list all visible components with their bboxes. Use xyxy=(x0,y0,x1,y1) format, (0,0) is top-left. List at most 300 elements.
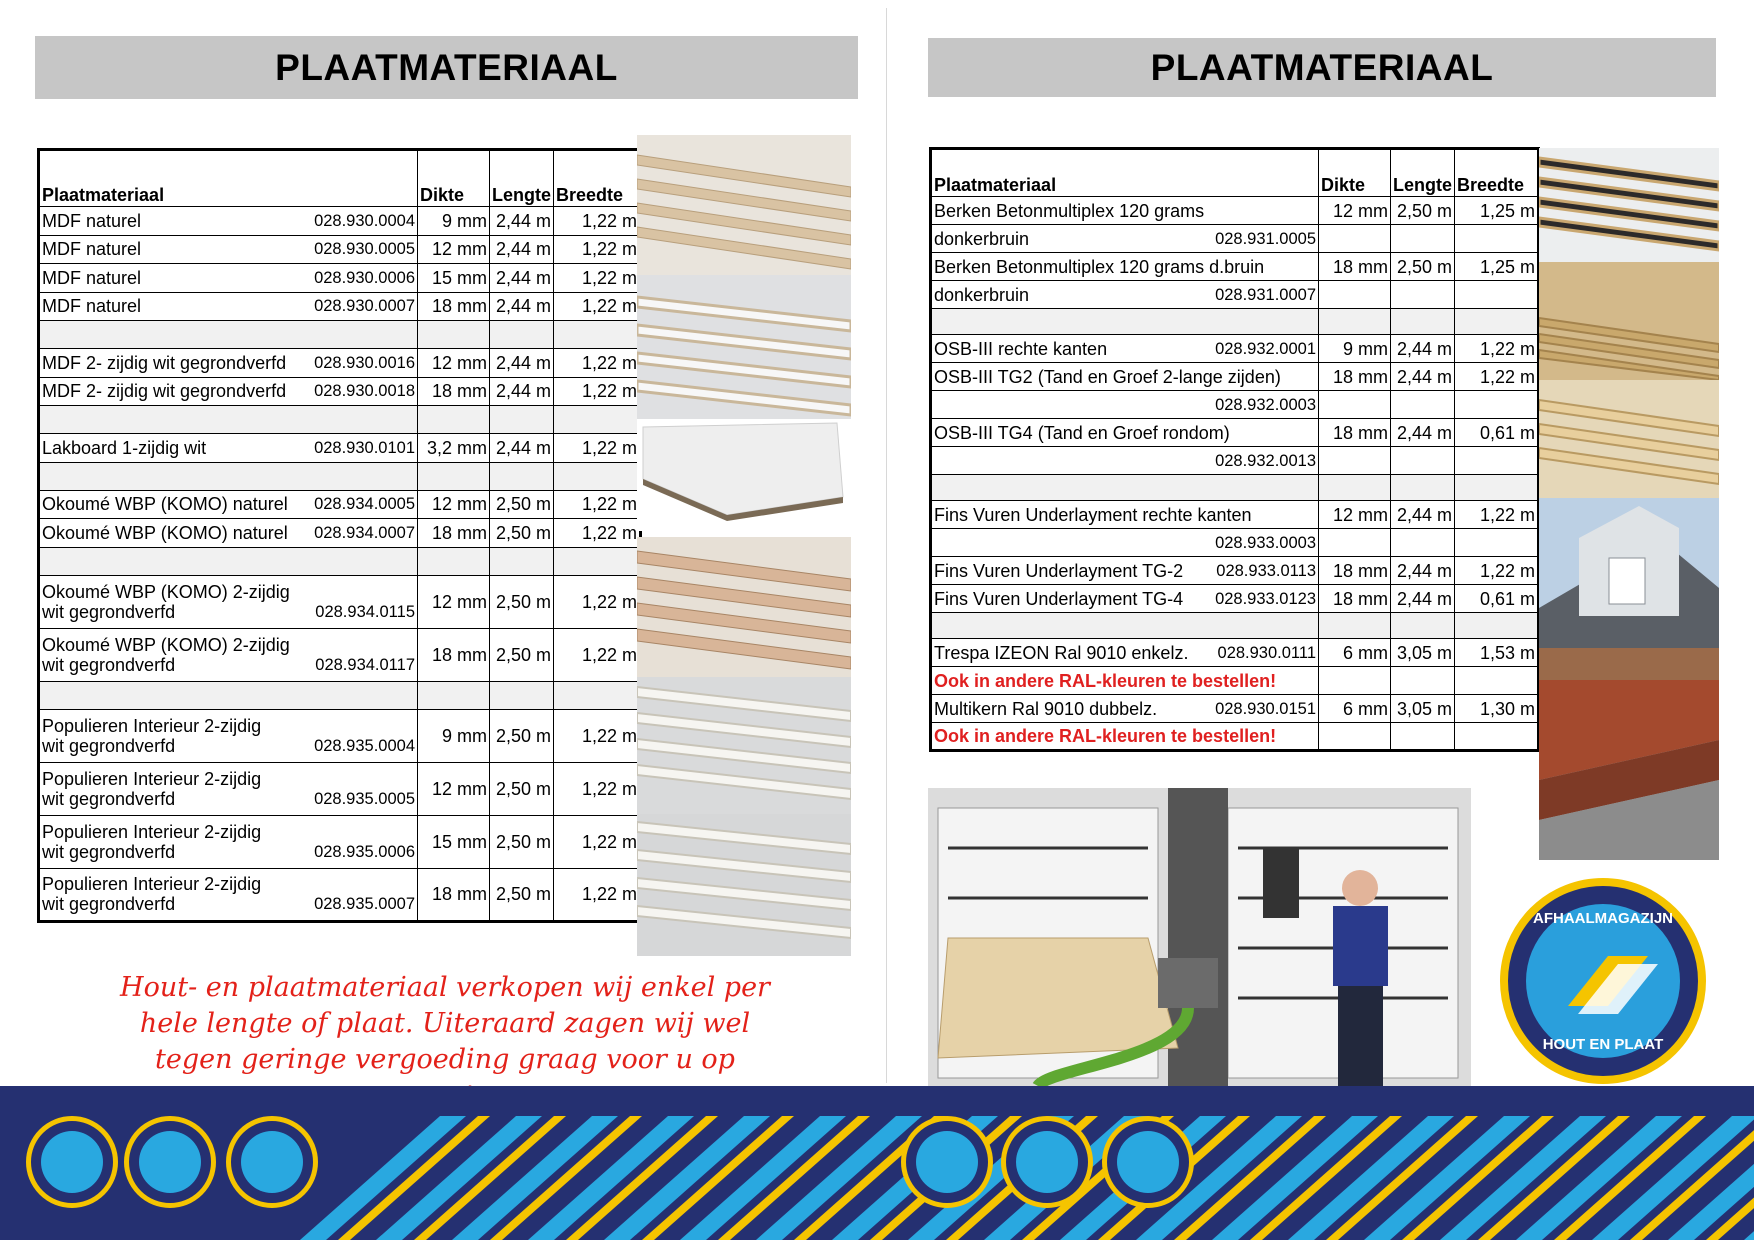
article-code: 028.935.0006 xyxy=(314,842,415,861)
right-page-title: PLAATMATERIAAL xyxy=(1150,46,1494,88)
dikte-cell: 18 mm xyxy=(418,377,490,406)
spacer-row xyxy=(931,613,1539,639)
product-name: donkerbruin xyxy=(934,284,1030,305)
badge-afhaalmagazijn-right xyxy=(1102,1116,1194,1208)
badge-thuis-in-de-regio xyxy=(26,1116,118,1208)
breedte-cell: 1,22 m xyxy=(1455,501,1539,529)
dikte-cell xyxy=(1319,529,1391,557)
empty-cell xyxy=(554,321,641,349)
article-code: 028.934.0005 xyxy=(314,495,415,514)
header-breedte: Breedte xyxy=(554,150,641,207)
product-line-2 xyxy=(42,894,415,914)
article-code: 028.932.0003 xyxy=(1215,395,1316,414)
right-material-table xyxy=(929,147,1540,752)
dikte-cell: 18 mm xyxy=(418,628,490,681)
product-text xyxy=(934,285,1316,305)
table-row xyxy=(931,363,1539,391)
trespa-house-image xyxy=(1539,498,1719,680)
table-row xyxy=(39,349,641,378)
table-row xyxy=(39,815,641,868)
dikte-cell: 18 mm xyxy=(1319,585,1391,613)
product-cell xyxy=(931,585,1319,613)
empty-cell xyxy=(490,321,554,349)
breedte-cell: 1,22 m xyxy=(1455,335,1539,363)
lengte-cell: 2,44 m xyxy=(1391,501,1455,529)
breedte-cell: 1,22 m xyxy=(554,207,641,236)
order-note-cell: Ook in andere RAL-kleuren te bestellen! xyxy=(931,667,1319,695)
table-row xyxy=(39,709,641,762)
left-page xyxy=(0,0,884,1086)
panel-saw-illustration xyxy=(928,788,1471,1086)
empty-cell xyxy=(1319,475,1391,501)
product-name: OSB-III rechte kanten xyxy=(934,338,1108,359)
empty-cell xyxy=(418,462,490,490)
empty-cell xyxy=(418,547,490,575)
table-row xyxy=(931,667,1539,695)
dikte-cell: 18 mm xyxy=(1319,419,1391,447)
empty-cell xyxy=(554,406,641,434)
article-code: 028.931.0007 xyxy=(1215,285,1316,304)
board-stack-illustration xyxy=(637,135,851,275)
lengte-cell: 2,50 m xyxy=(490,815,554,868)
table-row xyxy=(931,639,1539,667)
product-cell xyxy=(39,434,418,463)
empty-cell xyxy=(39,406,418,434)
dikte-cell: 12 mm xyxy=(418,575,490,628)
dikte-cell: 12 mm xyxy=(418,349,490,378)
product-name-2: wit gegrondverfd xyxy=(42,894,176,914)
breedte-cell xyxy=(1455,447,1539,475)
dikte-cell: 15 mm xyxy=(418,815,490,868)
product-name-2: wit gegrondverfd xyxy=(42,841,176,862)
table-row xyxy=(931,197,1539,225)
product-text xyxy=(934,257,1316,277)
product-text xyxy=(42,353,415,373)
dikte-cell: 18 mm xyxy=(418,868,490,921)
empty-cell xyxy=(1391,309,1455,335)
populieren-image-1 xyxy=(637,677,851,814)
product-cell xyxy=(931,281,1319,309)
breedte-cell: 1,22 m xyxy=(1455,557,1539,585)
empty-cell xyxy=(490,681,554,709)
article-code: 028.930.0004 xyxy=(314,211,415,230)
breedte-cell: 1,22 m xyxy=(554,349,641,378)
empty-cell xyxy=(490,547,554,575)
table-row xyxy=(931,225,1539,253)
dikte-cell xyxy=(1319,225,1391,253)
article-code: 028.935.0004 xyxy=(314,736,415,755)
board-stack-illustration xyxy=(1539,148,1719,262)
table-header-row xyxy=(931,149,1539,197)
dikte-cell: 6 mm xyxy=(1319,639,1391,667)
multikern-image xyxy=(1539,680,1719,860)
product-name: Okoumé WBP (KOMO) naturel xyxy=(42,494,288,515)
breedte-cell: 1,22 m xyxy=(554,709,641,762)
product-cell xyxy=(39,235,418,264)
breedte-cell xyxy=(1455,281,1539,309)
empty-cell xyxy=(39,321,418,349)
product-cell xyxy=(931,363,1319,391)
table-row xyxy=(39,575,641,628)
board-stack-illustration xyxy=(637,677,851,814)
product-text xyxy=(42,296,415,316)
table-row xyxy=(931,529,1539,557)
spacer-row xyxy=(931,475,1539,501)
product-cell xyxy=(931,419,1319,447)
left-title-bar xyxy=(35,36,858,99)
product-name-2: wit gegrondverfd xyxy=(42,601,176,622)
empty-cell xyxy=(1455,667,1539,695)
badge-afhaalmagazijn xyxy=(226,1116,318,1208)
spacer-row xyxy=(39,462,641,490)
table-row xyxy=(931,391,1539,419)
header-breedte: Breedte xyxy=(1455,149,1539,197)
product-name: Populieren Interieur 2-zijdig xyxy=(42,768,262,789)
table-row xyxy=(931,501,1539,529)
dikte-cell: 6 mm xyxy=(1319,695,1391,723)
empty-cell xyxy=(1319,723,1391,751)
article-code: 028.930.0111 xyxy=(1217,643,1316,662)
article-code: 028.930.0151 xyxy=(1215,699,1316,718)
article-code: 028.930.0005 xyxy=(314,240,415,259)
empty-cell xyxy=(1455,475,1539,501)
product-cell xyxy=(39,264,418,293)
dikte-cell: 18 mm xyxy=(418,519,490,548)
product-name: Trespa IZEON Ral 9010 enkelz. xyxy=(934,642,1189,663)
product-name: Berken Betonmultiplex 120 grams d.bruin xyxy=(934,256,1265,277)
product-text xyxy=(934,423,1316,443)
product-name-2: wit gegrondverfd xyxy=(42,654,176,675)
lengte-cell xyxy=(1391,225,1455,253)
empty-cell xyxy=(490,462,554,490)
product-cell xyxy=(39,868,418,921)
product-name: Okoumé WBP (KOMO) 2-zijdig xyxy=(42,581,290,602)
product-cell xyxy=(39,628,418,681)
dikte-cell: 9 mm xyxy=(1319,335,1391,363)
product-cell xyxy=(39,762,418,815)
breedte-cell: 1,22 m xyxy=(554,628,641,681)
product-name: OSB-III TG4 (Tand en Groef rondom) xyxy=(934,422,1230,443)
product-cell xyxy=(39,207,418,236)
product-name: MDF naturel xyxy=(42,239,142,260)
lengte-cell: 2,44 m xyxy=(490,434,554,463)
article-code: 028.933.0123 xyxy=(1215,589,1316,608)
product-name: Fins Vuren Underlayment TG-4 xyxy=(934,588,1184,609)
empty-cell xyxy=(490,406,554,434)
spacer-row xyxy=(39,406,641,434)
product-cell xyxy=(931,529,1319,557)
empty-cell xyxy=(1391,613,1455,639)
dikte-cell: 3,2 mm xyxy=(418,434,490,463)
product-line-2 xyxy=(42,842,415,862)
empty-cell xyxy=(1455,309,1539,335)
product-text xyxy=(42,769,415,809)
breedte-cell xyxy=(1455,391,1539,419)
article-code: 028.935.0007 xyxy=(314,895,415,913)
product-text xyxy=(934,505,1316,525)
product-text xyxy=(934,451,1316,471)
product-cell xyxy=(931,197,1319,225)
product-line-2 xyxy=(42,789,415,809)
sawing-note: Hout- en plaatmateriaal verkopen wij enkel per hele lengte of plaat. Uiteraard zagen wij wel tegen geringe vergoeding graag voor u op xyxy=(120,972,770,1075)
empty-cell xyxy=(931,475,1319,501)
article-code: 028.930.0101 xyxy=(314,438,415,457)
product-cell xyxy=(931,557,1319,585)
table-row xyxy=(931,723,1539,751)
article-code: 028.930.0018 xyxy=(314,382,415,401)
table-row xyxy=(39,868,641,921)
badge-thuis-in-de-regio-right xyxy=(901,1116,993,1208)
breedte-cell: 1,22 m xyxy=(554,762,641,815)
betonmultiplex-image xyxy=(1539,148,1719,262)
dikte-cell: 18 mm xyxy=(1319,253,1391,281)
product-text xyxy=(42,239,415,259)
product-cell xyxy=(931,639,1319,667)
table-row xyxy=(931,419,1539,447)
board-stack-illustration xyxy=(637,275,851,419)
mdf-white-image xyxy=(637,275,851,419)
product-text xyxy=(42,635,415,675)
lengte-cell xyxy=(1391,447,1455,475)
product-line-2 xyxy=(42,655,415,675)
breedte-cell: 1,22 m xyxy=(554,519,641,548)
article-code: 028.933.0003 xyxy=(1215,533,1316,552)
mdf-naturel-image xyxy=(637,135,851,275)
board-stack-illustration xyxy=(1539,262,1719,380)
header-dikte: Dikte xyxy=(418,150,490,207)
product-name: MDF 2- zijdig wit gegrondverfd xyxy=(42,381,287,402)
empty-cell xyxy=(1319,667,1391,695)
lengte-cell: 2,50 m xyxy=(490,709,554,762)
dikte-cell: 9 mm xyxy=(418,709,490,762)
breedte-cell xyxy=(1455,529,1539,557)
product-text xyxy=(42,523,415,543)
product-cell xyxy=(931,225,1319,253)
dikte-cell: 9 mm xyxy=(418,207,490,236)
empty-cell xyxy=(554,462,641,490)
product-name-2: wit gegrondverfd xyxy=(42,788,176,809)
spacer-row xyxy=(39,321,641,349)
board-stack-illustration xyxy=(637,537,851,677)
dikte-cell: 12 mm xyxy=(418,490,490,519)
lengte-cell: 2,50 m xyxy=(490,490,554,519)
empty-cell xyxy=(1319,309,1391,335)
lakboard-illustration xyxy=(637,419,851,531)
product-cell xyxy=(39,292,418,321)
article-code: 028.935.0005 xyxy=(314,789,415,808)
product-cell xyxy=(931,501,1319,529)
logo-top-text: AFHAALMAGAZIJN xyxy=(1533,910,1673,927)
breedte-cell: 1,22 m xyxy=(554,292,641,321)
breedte-cell: 1,22 m xyxy=(554,490,641,519)
badge-actief-als-partner-right xyxy=(1001,1116,1093,1208)
dikte-cell xyxy=(1319,447,1391,475)
breedte-cell: 1,22 m xyxy=(554,235,641,264)
table-row xyxy=(931,447,1539,475)
article-code: 028.934.0115 xyxy=(315,602,415,621)
product-name: Populieren Interieur 2-zijdig xyxy=(42,715,262,736)
product-cell xyxy=(39,815,418,868)
product-text xyxy=(934,589,1316,609)
table-row xyxy=(39,264,641,293)
product-cell xyxy=(39,519,418,548)
lengte-cell: 2,44 m xyxy=(490,235,554,264)
product-cell xyxy=(39,490,418,519)
spacer-row xyxy=(39,547,641,575)
afhaalmagazijn-logo xyxy=(1500,878,1706,1084)
product-cell xyxy=(931,335,1319,363)
lengte-cell: 2,44 m xyxy=(490,207,554,236)
dikte-cell: 12 mm xyxy=(418,235,490,264)
lengte-cell: 2,44 m xyxy=(1391,335,1455,363)
product-name: Berken Betonmultiplex 120 grams xyxy=(934,200,1205,221)
left-material-table xyxy=(37,148,642,923)
table-row xyxy=(39,207,641,236)
okoume-image xyxy=(637,537,851,677)
table-row xyxy=(39,490,641,519)
table-row xyxy=(39,235,641,264)
product-name: MDF 2- zijdig wit gegrondverfd xyxy=(42,352,287,373)
footer-band xyxy=(0,1086,1754,1240)
table-row xyxy=(39,434,641,463)
product-line-2 xyxy=(42,736,415,756)
house-illustration xyxy=(1539,498,1719,680)
product-cell xyxy=(39,709,418,762)
panel-saw-photo xyxy=(928,788,1471,1086)
article-code: 028.932.0001 xyxy=(1215,339,1316,358)
lengte-cell: 3,05 m xyxy=(1391,695,1455,723)
product-name: Okoumé WBP (KOMO) 2-zijdig xyxy=(42,634,290,655)
dikte-cell: 12 mm xyxy=(1319,197,1391,225)
product-cell xyxy=(931,253,1319,281)
empty-cell xyxy=(418,406,490,434)
product-text xyxy=(934,643,1316,663)
table-row xyxy=(39,377,641,406)
table-row xyxy=(931,335,1539,363)
dikte-cell: 12 mm xyxy=(418,762,490,815)
table-row xyxy=(931,281,1539,309)
header-dikte: Dikte xyxy=(1319,149,1391,197)
table-header-row xyxy=(39,150,641,207)
product-cell xyxy=(39,377,418,406)
badge-actief-als-partner xyxy=(124,1116,216,1208)
header-plaatmateriaal: Plaatmateriaal xyxy=(931,149,1319,197)
lengte-cell xyxy=(1391,529,1455,557)
product-text xyxy=(42,716,415,756)
product-name: Okoumé WBP (KOMO) naturel xyxy=(42,522,288,543)
lengte-cell: 2,50 m xyxy=(1391,197,1455,225)
product-text xyxy=(934,201,1316,221)
table-row xyxy=(39,628,641,681)
product-text xyxy=(42,438,415,458)
breedte-cell: 1,25 m xyxy=(1455,253,1539,281)
lengte-cell: 2,44 m xyxy=(1391,585,1455,613)
breedte-cell: 1,22 m xyxy=(554,434,641,463)
lengte-cell: 2,50 m xyxy=(490,575,554,628)
product-text xyxy=(42,494,415,514)
header-plaatmateriaal: Plaatmateriaal xyxy=(39,150,418,207)
product-text xyxy=(934,367,1316,387)
table-row xyxy=(39,519,641,548)
lengte-cell: 2,50 m xyxy=(1391,253,1455,281)
product-text xyxy=(934,229,1316,249)
lengte-cell: 2,44 m xyxy=(1391,419,1455,447)
empty-cell xyxy=(554,547,641,575)
empty-cell xyxy=(554,681,641,709)
product-name: Fins Vuren Underlayment rechte kanten xyxy=(934,504,1252,525)
empty-cell xyxy=(1455,613,1539,639)
article-code: 028.931.0005 xyxy=(1215,229,1316,248)
spacer-row xyxy=(39,681,641,709)
colored-panel-illustration xyxy=(1539,680,1719,860)
product-name: MDF naturel xyxy=(42,296,142,317)
product-name-2: wit gegrondverfd xyxy=(42,735,176,756)
empty-cell xyxy=(1455,723,1539,751)
lengte-cell: 2,44 m xyxy=(1391,363,1455,391)
empty-cell xyxy=(418,321,490,349)
table-row xyxy=(931,557,1539,585)
product-name: Fins Vuren Underlayment TG-2 xyxy=(934,560,1184,581)
article-code: 028.934.0007 xyxy=(314,523,415,542)
empty-cell xyxy=(418,681,490,709)
empty-cell xyxy=(39,462,418,490)
product-cell xyxy=(931,391,1319,419)
article-code: 028.933.0113 xyxy=(1216,561,1316,580)
underlayment-image xyxy=(1539,380,1719,498)
breedte-cell: 0,61 m xyxy=(1455,585,1539,613)
product-text xyxy=(934,533,1316,553)
breedte-cell: 1,53 m xyxy=(1455,639,1539,667)
lengte-cell: 2,44 m xyxy=(490,377,554,406)
dikte-cell: 18 mm xyxy=(1319,557,1391,585)
lengte-cell: 2,50 m xyxy=(490,628,554,681)
article-code: 028.930.0006 xyxy=(314,268,415,287)
empty-cell xyxy=(1319,613,1391,639)
empty-cell xyxy=(1391,667,1455,695)
article-code: 028.934.0117 xyxy=(315,655,415,674)
product-text xyxy=(934,699,1316,719)
breedte-cell: 1,30 m xyxy=(1455,695,1539,723)
product-name: Populieren Interieur 2-zijdig xyxy=(42,821,262,842)
dikte-cell xyxy=(1319,391,1391,419)
lakboard-image xyxy=(637,419,851,531)
product-text xyxy=(42,381,415,401)
product-name: MDF naturel xyxy=(42,267,142,288)
breedte-cell: 1,22 m xyxy=(554,868,641,921)
product-line-2 xyxy=(42,602,415,622)
empty-cell xyxy=(1391,723,1455,751)
right-title-bar xyxy=(928,38,1716,97)
product-name: MDF naturel xyxy=(42,210,142,231)
breedte-cell: 1,22 m xyxy=(554,575,641,628)
breedte-cell: 1,22 m xyxy=(1455,363,1539,391)
dikte-cell: 12 mm xyxy=(1319,501,1391,529)
populieren-image-2 xyxy=(637,814,851,956)
product-name: donkerbruin xyxy=(934,228,1030,249)
lengte-cell: 2,44 m xyxy=(490,264,554,293)
header-lengte: Lengte xyxy=(1391,149,1455,197)
dikte-cell: 18 mm xyxy=(1319,363,1391,391)
dikte-cell xyxy=(1319,281,1391,309)
empty-cell xyxy=(931,613,1319,639)
product-text xyxy=(934,339,1316,359)
table-row xyxy=(931,585,1539,613)
table-row xyxy=(39,292,641,321)
lengte-cell: 2,50 m xyxy=(490,762,554,815)
product-text xyxy=(934,561,1316,581)
table-row xyxy=(931,253,1539,281)
product-name: Populieren Interieur 2-zijdig xyxy=(42,874,262,894)
